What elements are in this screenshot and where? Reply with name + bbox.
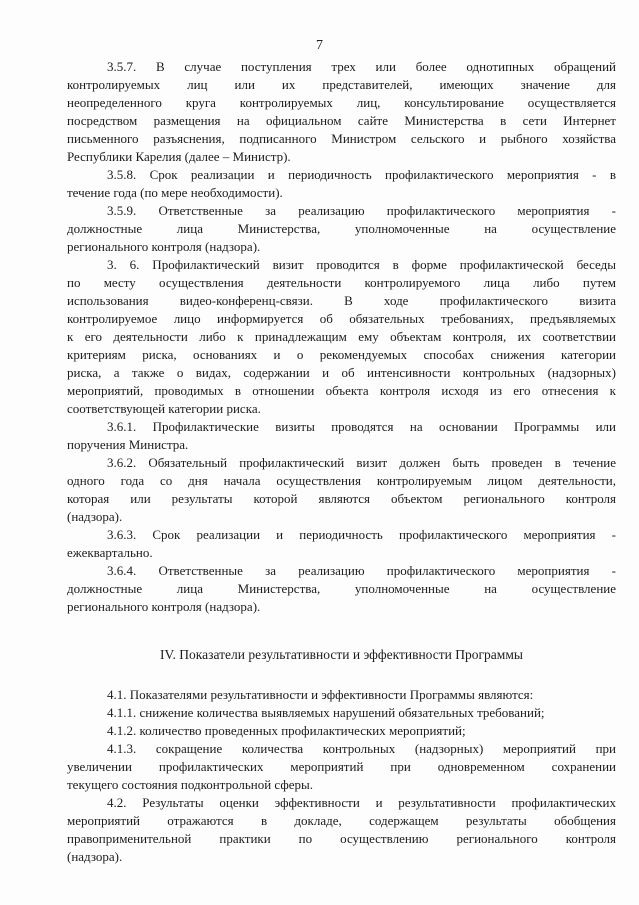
text-line: 4.1.1. снижение количества выявляемых нарушений обязательных требований;: [107, 705, 545, 720]
text-line: контролируемых лиц или их представителей, имеющих значение для: [67, 77, 616, 92]
text-line: риска, а также о видах, содержании и об интенсивности контрольных (надзорных): [67, 365, 616, 380]
text-line: регионального контроля (надзора).: [67, 599, 261, 614]
page-content: [67, 58, 616, 866]
paragraph-3-6-4: [67, 562, 616, 616]
text-line: мероприятий, проводимых в отношении объекта контроля исходя из его отнесения к: [67, 383, 616, 398]
text-line: поручения Министра.: [67, 437, 189, 452]
text-line: соответствующей категории риска.: [67, 401, 261, 416]
paragraph-3-5-9: [67, 202, 616, 256]
paragraph-3-6-2: [67, 454, 616, 526]
paragraph-4-1: [67, 686, 616, 704]
text-line: которая или результаты которой являются объектом регионального контроля: [67, 491, 616, 506]
text-line: 3.5.9. Ответственные за реализацию профилактического мероприятия -: [107, 203, 616, 218]
text-line: по месту осуществления деятельности контролируемого лица либо путем: [67, 275, 616, 290]
text-line: текущего состояния подконтрольной сферы.: [67, 777, 314, 792]
page-number: 7: [316, 38, 323, 53]
text-line: правоприменительной практики по осуществлению регионального контроля: [67, 831, 616, 846]
text-line: 4.1.2. количество проведенных профилактических мероприятий;: [107, 723, 466, 738]
paragraph-4-2: [67, 794, 616, 866]
text-line: к его деятельности либо к принадлежащим ему объектам контроля, их соответствии: [67, 329, 616, 344]
text-line: 4.1.3. сокращение количества контрольных (надзорных) мероприятий при: [107, 741, 616, 756]
text-line: посредством размещения на официальном сайте Министерства в сети Интернет: [67, 113, 616, 128]
text-line: 4.1. Показателями результативности и эффективности Программы являются:: [107, 687, 534, 702]
paragraph-4-1-3: [67, 740, 616, 794]
text-line: регионального контроля (надзора).: [67, 239, 261, 254]
text-line: ежеквартально.: [67, 545, 153, 560]
text-line: письменного разъяснения, подписанного Министром сельского и рыбного хозяйства: [67, 131, 616, 146]
text-line: (надзора).: [67, 509, 123, 524]
text-line: 4.2. Результаты оценки эффективности и результативности профилактических: [107, 795, 616, 810]
text-line: контролируемое лицо информируется об обязательных требованиях, предъявляемых: [67, 311, 616, 326]
text-line: неопределенного круга контролируемых лиц, консультирование осуществляется: [67, 95, 616, 110]
text-line: (надзора).: [67, 849, 123, 864]
text-line: 3.5.8. Срок реализации и периодичность профилактического мероприятия - в: [107, 167, 616, 182]
section-heading: IV. Показатели результативности и эффективности Программы: [160, 647, 523, 662]
text-line: 3.6.1. Профилактические визиты проводятся на основании Программы или: [107, 419, 616, 434]
text-line: должностные лица Министерства, уполномоченные на осуществление: [67, 221, 616, 236]
text-line: мероприятий отражаются в докладе, содержащем результаты обобщения: [67, 813, 616, 828]
text-line: одного года со дня начала осуществления контролируемым лицом деятельности,: [67, 473, 616, 488]
text-line: Республики Карелия (далее – Министр).: [67, 149, 291, 164]
text-line: увеличении профилактических мероприятий при одновременном сохранении: [67, 759, 616, 774]
paragraph-3-6-3: [67, 526, 616, 562]
text-line: должностные лица Министерства, уполномоченные на осуществление: [67, 581, 616, 596]
paragraph-3-5-8: [67, 166, 616, 202]
text-line: 3. 6. Профилактический визит проводится в форме профилактической беседы: [107, 257, 616, 272]
paragraph-3-5-7: [67, 58, 616, 166]
text-line: 3.6.4. Ответственные за реализацию профилактического мероприятия -: [107, 563, 616, 578]
text-line: 3.5.7. В случае поступления трех или более однотипных обращений: [107, 59, 616, 74]
text-line: использования видео-конференц-связи. В ходе профилактического визита: [67, 293, 616, 308]
text-line: течение года (по мере необходимости).: [67, 185, 283, 200]
paragraph-3-6-1: [67, 418, 616, 454]
paragraph-3-6: [67, 256, 616, 418]
text-line: критериям риска, основаниях и о рекомендуемых способах снижения категории: [67, 347, 616, 362]
paragraph-4-1-2: [67, 722, 616, 740]
text-line: 3.6.2. Обязательный профилактический визит должен быть проведен в течение: [107, 455, 616, 470]
paragraph-4-1-1: [67, 704, 616, 722]
text-line: 3.6.3. Срок реализации и периодичность профилактического мероприятия -: [107, 527, 616, 542]
